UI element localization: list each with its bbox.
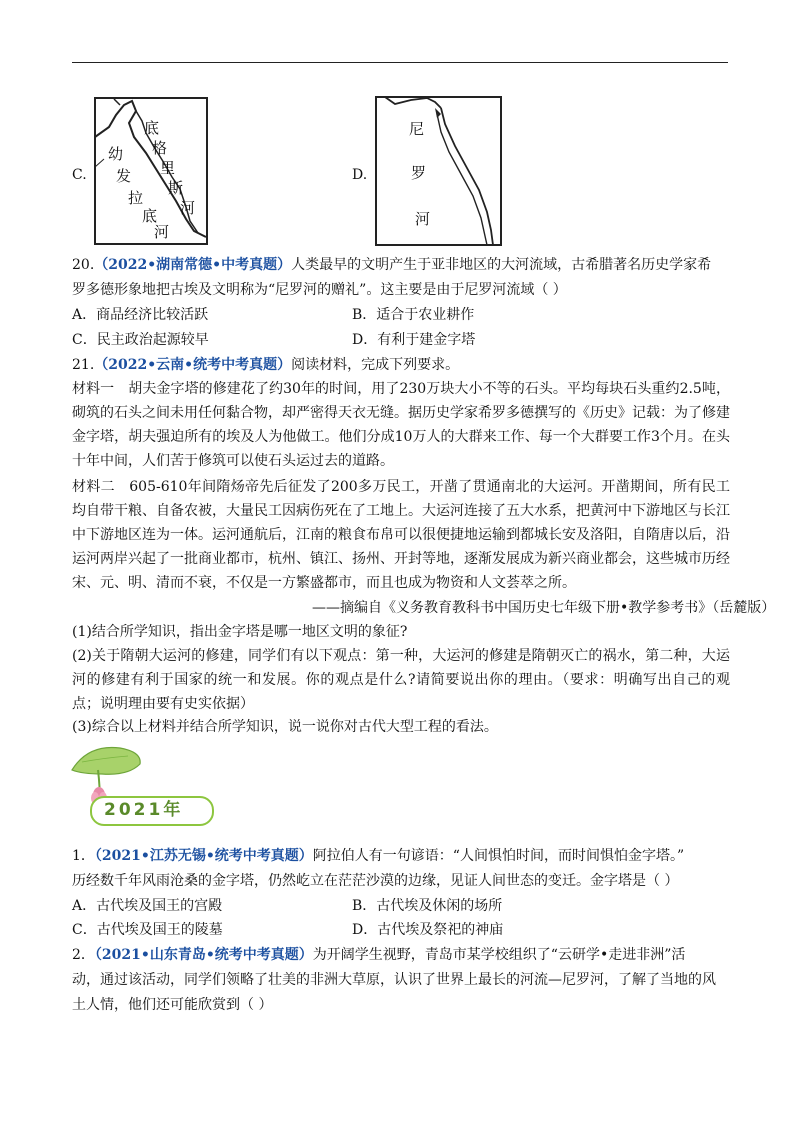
question-stem: 阅读材料，完成下列要求。 (291, 357, 460, 373)
map-c-char: 河 (154, 223, 170, 241)
question-stem: 人类最早的文明产生于亚非地区的大河流域，古希腊著名历史学家希 (291, 257, 712, 273)
q1-option-d: D．古代埃及祭祀的神庙 (352, 922, 504, 938)
q1-line2: 历经数千年风雨沧桑的金字塔，仍然屹立在茫茫沙漠的边缘，见证人间世态的变迁。金字塔是（ ） (72, 873, 679, 889)
q1-line1 (72, 846, 684, 866)
year-section-badge (68, 740, 218, 840)
material-1: 材料一 胡夫金字塔的修建花了约30年的时间，用了230万块大小不等的石头。平均每块石头重约2.5吨，砌筑的石头之间未用任何黏合物，却严密得天衣无缝。据历史学家希罗多德撰写的《历史》记载：为了修建金字塔，胡夫强迫所有的埃及人为他做工。他们分成10万人的大群来工作、每一个大群要工作3个月。在头十年中间，人们苦于修筑可以使石头运过去的道路。 (72, 381, 730, 469)
map-c-char: 格 (152, 139, 168, 157)
map-d-char: 罗 (411, 164, 427, 182)
q1-option-b: B．古代埃及休闲的场所 (352, 898, 503, 914)
nile-map (375, 96, 502, 246)
question-number: 21. (72, 357, 95, 373)
question-stem: 为开阔学生视野，青岛市某学校组织了“云研学•走进非洲”活 (312, 947, 686, 963)
question-source: （2021•江苏无锡•统考中考真题） (94, 848, 313, 864)
q20-option-a: A．商品经济比较活跃 (72, 307, 209, 323)
question-source: （2021•山东青岛•统考中考真题） (94, 947, 313, 963)
map-c-char: 幼 (108, 145, 124, 163)
question-source: （2022•湖南常德•中考真题） (94, 257, 292, 273)
map-c-char: 底 (144, 119, 160, 137)
question-number: 20. (72, 257, 95, 273)
material-citation: ——摘编自《义务教育教科书中国历史七年级下册•教学参考书》（岳麓版） (312, 600, 776, 616)
q21-sub-1: (1)结合所学知识，指出金字塔是哪一地区文明的象征? (72, 624, 408, 640)
map-d-lines (375, 96, 502, 246)
q20-option-b: B．适合于农业耕作 (352, 307, 475, 323)
q1-option-c: C．古代埃及国王的陵墓 (72, 922, 223, 938)
material-2: 材料二 605-610年间隋炀帝先后征发了200多万民工，开凿了贯通南北的大运河。开凿期间，所有民工均自带干粮、自备农被，大量民工因病伤死在了工地上。大运河连接了五大水系，把黄河中下游地区与长江中下游地区连为一体。运河通航后，江南的粮食布帛可以很便捷地运输到都城长安及洛阳，自隋唐以后，沿运河两岸兴起了一批商业都市，杭州、镇江、扬州、开封等地，逐渐发展成为新兴商业都会，这些城市历经宋、元、明、清而不衰，不仅是一方繁盛都市，而且也成为物资和人文荟萃之所。 (72, 479, 730, 591)
option-d-label: D. (352, 167, 368, 183)
question-stem: 阿拉伯人有一句谚语：“人间惧怕时间，而时间惧怕金字塔。” (312, 848, 685, 864)
q20-option-c: C．民主政治起源较早 (72, 332, 209, 348)
q21-sub-2: (2)关于隋朝大运河的修建，同学们有以下观点：第一种，大运河的修建是隋朝灭亡的祸水，第二种，大运河的修建有利于国家的统一和发展。你的观点是什么?请简要说出你的理由。（要求：明确写出自己的观点；说明理由要有史实依据） (72, 648, 730, 712)
year-badge-label: 2021年 (104, 800, 184, 820)
q1-option-a: A．古代埃及国王的宫殿 (72, 898, 223, 914)
question-number: 2． (72, 947, 95, 963)
map-d-char: 河 (415, 210, 431, 228)
q2-line2: 动，通过该活动，同学们领略了壮美的非洲大草原，认识了世界上最长的河流—尼罗河，了解了当地的风 (72, 972, 716, 988)
map-c-char: 里 (160, 159, 176, 177)
option-c-label: C. (72, 167, 87, 183)
q2-line1 (72, 945, 685, 965)
q20-line1 (72, 255, 711, 275)
map-c-char: 河 (180, 199, 196, 217)
q20-option-d: D．有利于建金字塔 (352, 332, 476, 348)
map-c-char: 拉 (128, 189, 144, 207)
header-rule (72, 62, 728, 63)
euphrates-tigris-map (94, 97, 208, 245)
q21-line1 (72, 355, 459, 375)
map-d-char: 尼 (409, 120, 425, 138)
question-source: （2022•云南•统考中考真题） (94, 357, 292, 373)
q2-line3: 土人情，他们还可能欣赏到（ ） (72, 997, 273, 1013)
map-c-char: 发 (116, 167, 132, 185)
question-number: 1． (72, 848, 95, 864)
map-c-char: 斯 (168, 179, 184, 197)
q21-sub-3: (3)综合以上材料并结合所学知识，说一说你对古代大型工程的看法。 (72, 719, 498, 735)
q20-line2: 罗多德形象地把古埃及文明称为“尼罗河的赠礼”。这主要是由于尼罗河流域（ ） (72, 282, 567, 298)
map-c-char: 底 (142, 207, 158, 225)
